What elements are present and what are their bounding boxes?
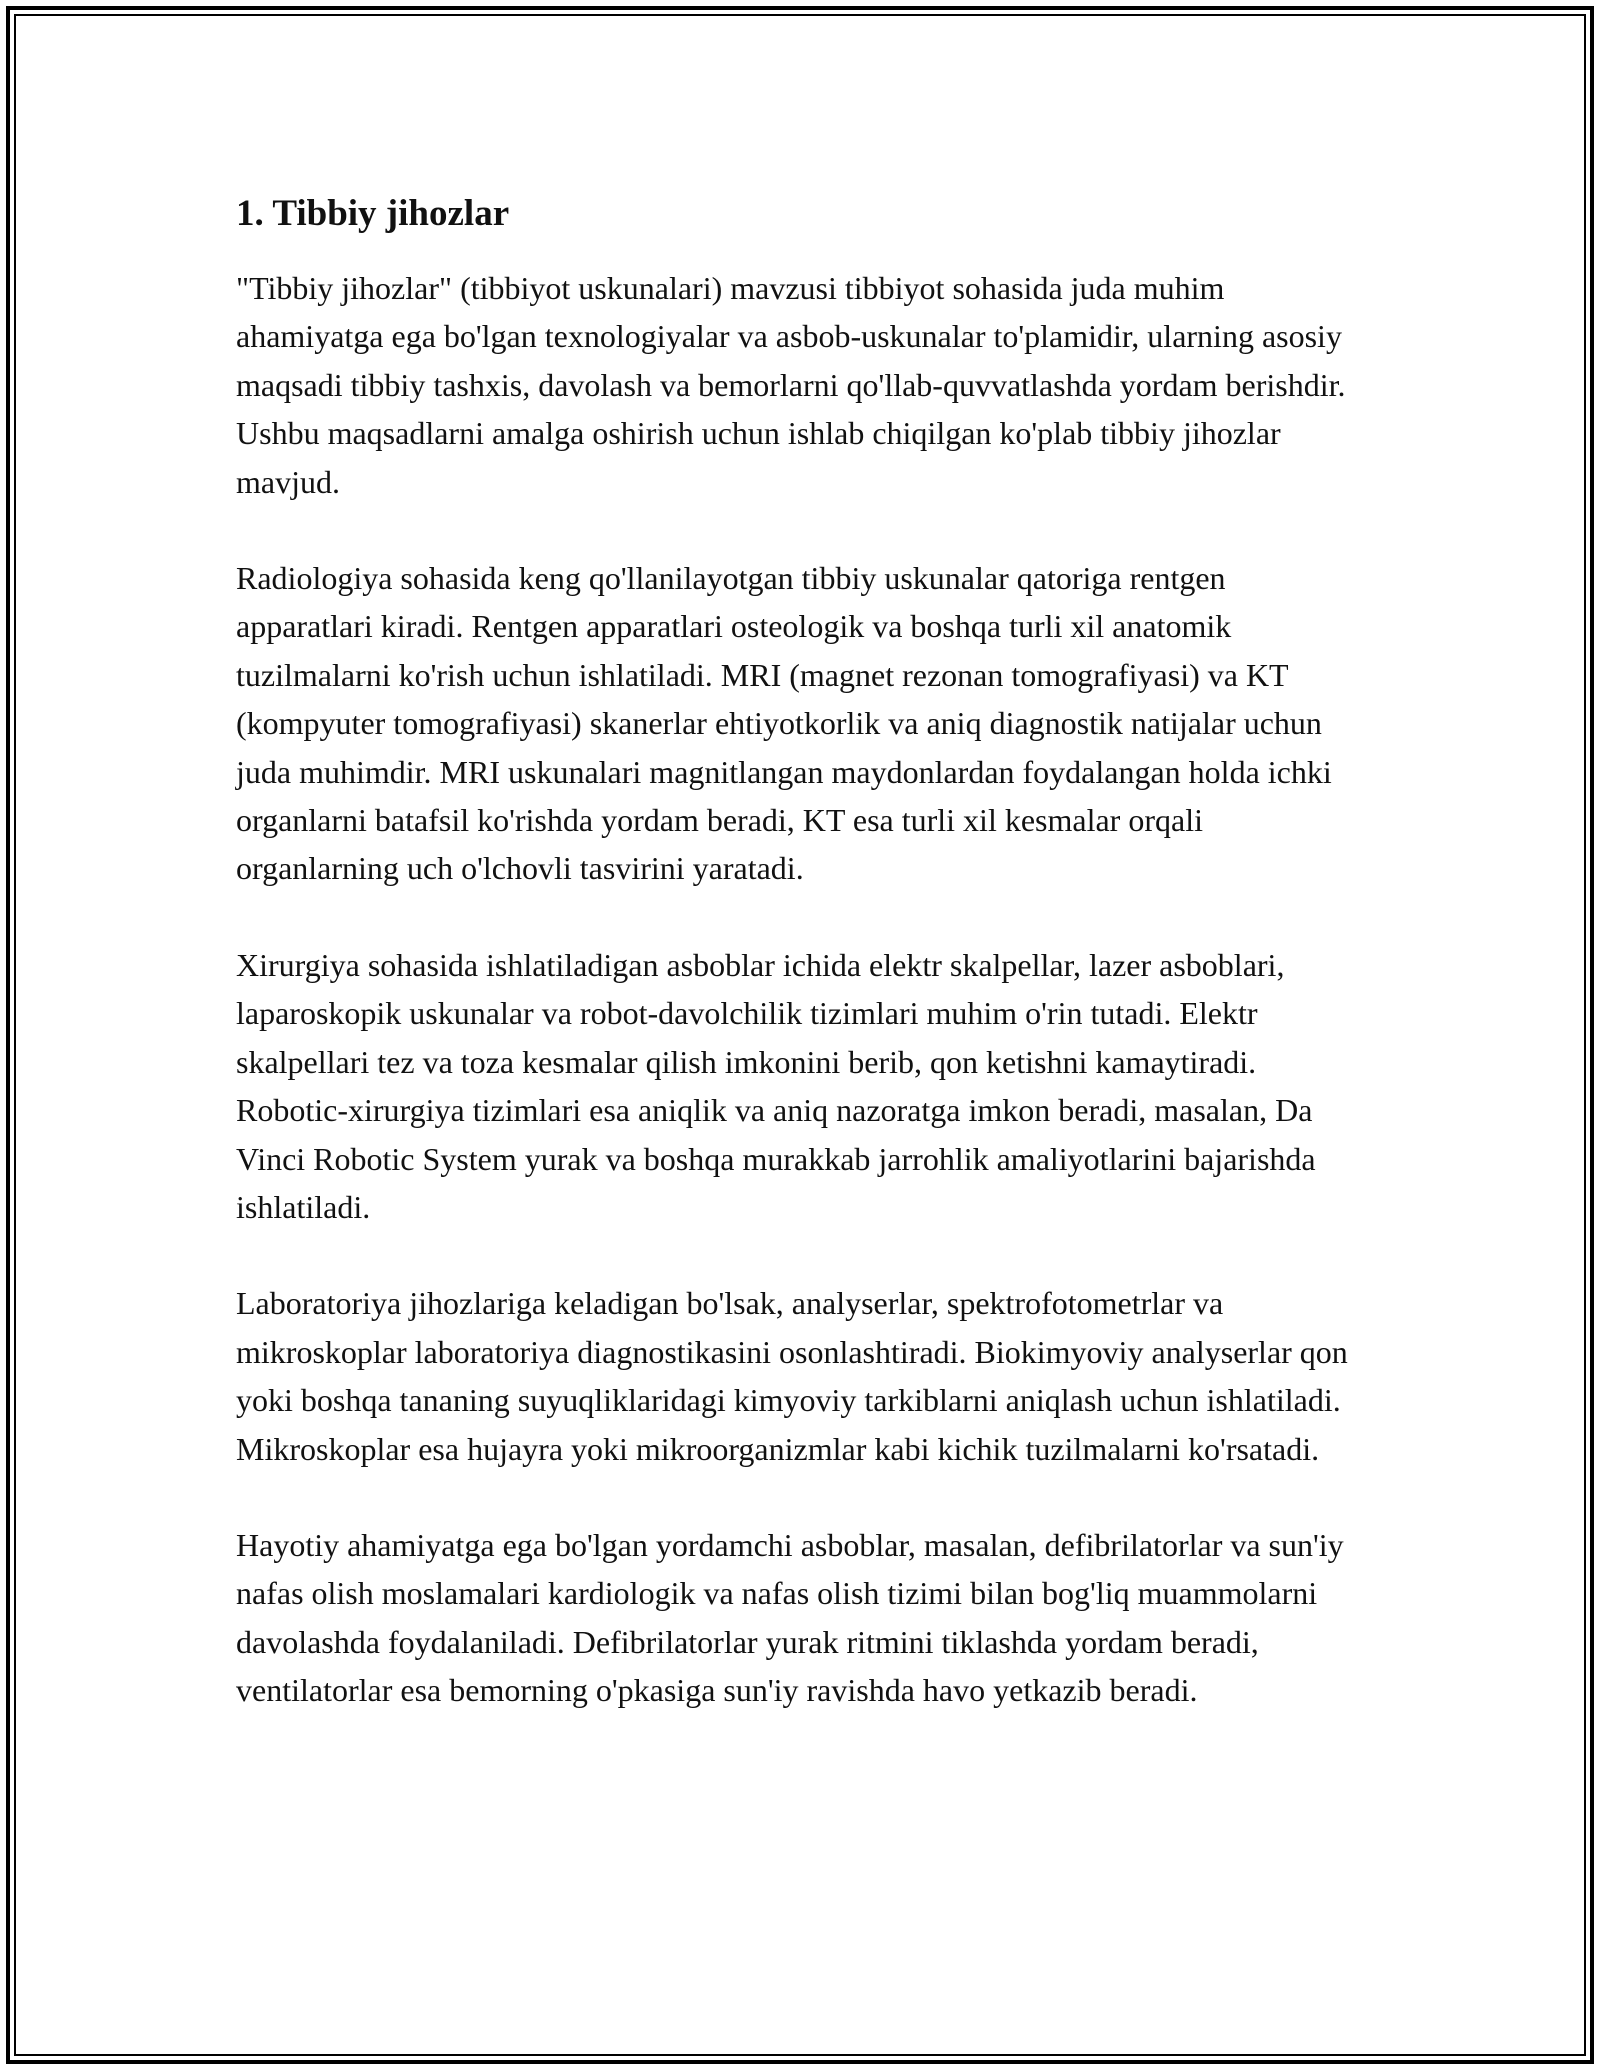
paragraph-life-support: Hayotiy ahamiyatga ega bo'lgan yordamchi asboblar, masalan, defibrilatorlar va sun'iy nafas olish moslamalari kardiologik va nafas olish tizimi bilan bog'liq muammolarni davolashda foydalaniladi. Defibrilatorlar yurak ritmini tiklashda yordam beradi, ventilatorlar esa bemorning o'pkasiga sun'iy ravishda havo yetkazib beradi. [236, 1526, 1344, 1709]
document-body [236, 186, 1366, 1763]
section-heading: 1. Tibbiy jihozlar [236, 193, 510, 234]
paragraph-laboratory: Laboratoriya jihozlariga keladigan bo'lsak, analyserlar, spektrofotometrlar va mikroskoplar laboratoriya diagnostikasini osonlashtiradi. Biokimyoviy analyserlar qon yoki boshqa tananing suyuqliklaridagi kimyoviy tarkiblarni aniqlash uchun ishlatiladi. Mikroskoplar esa hujayra yoki mikroorganizmlar kabi kichik tuzilmalarni ko'rsatadi. [236, 1285, 1348, 1467]
paragraph-surgery: Xirurgiya sohasida ishlatiladigan asboblar ichida elektr skalpellar, lazer asboblari, laparoskopik uskunalar va robot-davolchilik tizimlari muhim o'rin tutadi. Elektr skalpellari tez va toza kesmalar qilish imkonini berib, qon ketishni kamaytiradi. Robotic-xirurgiya tizimlari esa aniqlik va aniq nazoratga imkon beradi, masalan, Da Vinci Robotic System yurak va boshqa murakkab jarrohlik amaliyotlarini bajarishda ishlatiladi. [236, 946, 1316, 1225]
paragraph-intro: "Tibbiy jihozlar" (tibbiyot uskunalari) mavzusi tibbiyot sohasida juda muhim ahamiyatga ega bo'lgan texnologiyalar va asbob-uskunalar to'plamidir, ularning asosiy maqsadi tibbiy tashxis, davolash va bemorlarni qo'llab-quvvatlashda yordam berishdir. Ushbu maqsadlarni amalga oshirish uchun ishlab chiqilgan ko'plab tibbiy jihozlar mavjud. [236, 270, 1346, 500]
paragraph-radiology: Radiologiya sohasida keng qo'llanilayotgan tibbiy uskunalar qatoriga rentgen apparatlari kiradi. Rentgen apparatlari osteologik va boshqa turli xil anatomik tuzilmalarni ko'rish uchun ishlatiladi. MRI (magnet rezonan tomografiyasi) va KT (kompyuter tomografiyasi) skanerlar ehtiyotkorlik va aniq diagnostik natijalar uchun juda muhimdir. MRI uskunalari magnitlangan maydonlardan foydalangan holda ichki organlarni batafsil ko'rishda yordam beradi, KT esa turli xil kesmalar orqali organlarning uch o'lchovli tasvirini yaratadi. [236, 560, 1332, 887]
